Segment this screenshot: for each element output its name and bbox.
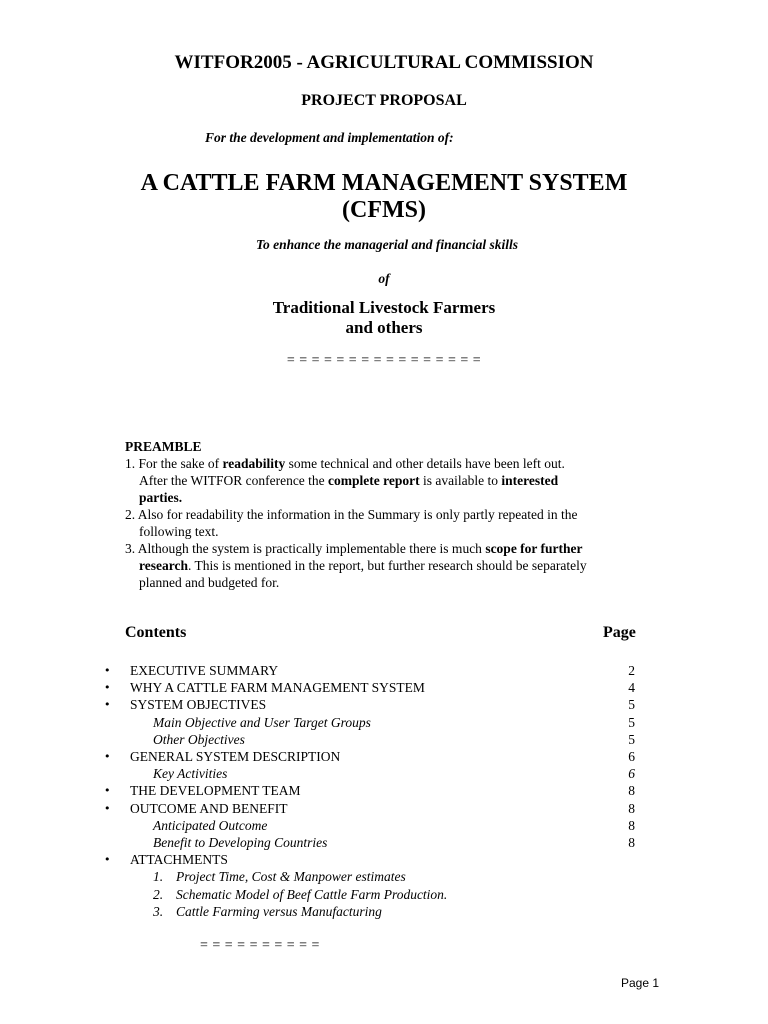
toc-sublabel: Key Activities — [153, 766, 228, 782]
toc-entry — [0, 886, 768, 903]
toc-sublabel: Other Objectives — [153, 731, 245, 747]
toc-page-number: 4 — [628, 680, 635, 696]
preamble-bold: parties. — [139, 490, 183, 505]
preamble-text: some technical and other details have been left out. — [285, 456, 565, 471]
document-subtitle: PROJECT PROPOSAL — [301, 92, 467, 109]
attachment-label: Cattle Farming versus Manufacturing — [176, 903, 382, 919]
toc-entry — [0, 679, 768, 696]
attachment-number: 2. — [153, 886, 164, 902]
toc-page-number: 2 — [628, 663, 635, 678]
toc-entry — [0, 868, 768, 885]
toc-page-number: 8 — [628, 835, 635, 850]
toc-sublabel: Main Objective and User Target Groups — [153, 714, 371, 730]
toc-page-number: 8 — [628, 817, 635, 833]
preamble-item-num: 3. — [125, 541, 136, 556]
bullet-icon: • — [104, 664, 111, 677]
preamble-text: is available to — [419, 473, 502, 488]
bullet-icon: • — [104, 801, 111, 815]
audience-line-1: Traditional Livestock Farmers — [272, 298, 496, 317]
preamble-bold: scope for further — [485, 541, 583, 556]
toc-page-number: 5 — [628, 731, 635, 747]
document-title: WITFOR2005 - AGRICULTURAL COMMISSION — [174, 52, 594, 73]
preamble-bold: complete report — [328, 473, 420, 488]
project-purpose: To enhance the managerial and financial skills — [256, 237, 519, 252]
toc-page-number: 5 — [628, 714, 635, 730]
preamble-text: For the sake of — [138, 456, 223, 471]
attachment-number: 3. — [153, 903, 164, 919]
intro-line: For the development and implementation of: — [205, 130, 454, 145]
toc-entry — [0, 782, 768, 799]
preamble-bold: interested — [501, 473, 559, 488]
project-name: A CATTLE FARM MANAGEMENT SYSTEM — [140, 170, 628, 196]
toc-label: GENERAL SYSTEM DESCRIPTION — [130, 749, 341, 764]
end-separator: = = = = = = = = = = — [200, 938, 320, 953]
toc-page-number: 6 — [628, 749, 635, 764]
contents-heading: Contents — [125, 624, 187, 641]
toc-entry — [0, 696, 768, 713]
preamble-text: . This is mentioned in the report, but further research should be separately — [187, 558, 587, 573]
preamble-item-num: 2. — [125, 507, 136, 522]
toc-label: WHY A CATTLE FARM MANAGEMENT SYSTEM — [130, 680, 425, 696]
toc-entry — [0, 714, 768, 731]
toc-sublabel: Benefit to Developing Countries — [153, 835, 328, 850]
preamble-text: following text. — [139, 524, 219, 539]
preamble-text: planned and budgeted for. — [139, 575, 280, 590]
preamble-bold: readability — [222, 456, 286, 471]
toc-label: THE DEVELOPMENT TEAM — [130, 783, 301, 799]
preamble-text: After the WITFOR conference the — [139, 473, 329, 488]
preamble-text: Also for readability the information in the Summary is only partly repeated in the — [137, 507, 578, 522]
toc-entry — [0, 765, 768, 782]
toc-label: SYSTEM OBJECTIVES — [130, 697, 267, 713]
toc-page-number: 5 — [628, 697, 635, 713]
bullet-icon: • — [104, 750, 111, 763]
bullet-icon: • — [104, 681, 111, 695]
attachment-number: 1. — [153, 869, 164, 885]
preamble-item-1 — [125, 455, 665, 506]
toc-page-number: 8 — [628, 800, 635, 816]
preamble-item-2 — [125, 506, 665, 540]
preamble-text: Although the system is practically implementable there is much — [137, 541, 486, 556]
separator: = = = = = = = = = = = = = = = = — [286, 353, 482, 368]
preamble-heading: PREAMBLE — [125, 439, 202, 454]
project-acronym: (CFMS) — [342, 197, 426, 223]
toc-label: EXECUTIVE SUMMARY — [130, 663, 279, 678]
attachment-label: Project Time, Cost & Manpower estimates — [176, 869, 406, 885]
toc-entry — [0, 851, 768, 868]
toc-entry — [0, 748, 768, 765]
toc-entry — [0, 662, 768, 679]
of-text: of — [378, 271, 390, 286]
toc-entry — [0, 731, 768, 748]
audience-line-2: and others — [345, 318, 423, 337]
bullet-icon: • — [104, 784, 111, 798]
toc-page-number: 8 — [628, 783, 635, 799]
toc-sublabel: Anticipated Outcome — [153, 817, 268, 833]
attachment-label: Schematic Model of Beef Cattle Farm Production. — [176, 886, 448, 902]
preamble-item-num: 1. — [125, 456, 136, 471]
bullet-icon: • — [104, 698, 111, 712]
preamble-item-3 — [125, 540, 665, 591]
toc-entry — [0, 903, 768, 920]
bullet-icon: • — [104, 853, 111, 867]
preamble-bold: research — [139, 558, 188, 573]
toc-entry — [0, 834, 768, 851]
toc-entry — [0, 800, 768, 817]
toc-entry — [0, 817, 768, 834]
page-number: Page 1 — [621, 976, 660, 990]
toc-page-number: 6 — [628, 766, 635, 782]
toc-label: OUTCOME AND BENEFIT — [130, 800, 288, 816]
page-column-heading: Page — [603, 624, 636, 641]
toc-label: ATTACHMENTS — [130, 852, 228, 868]
